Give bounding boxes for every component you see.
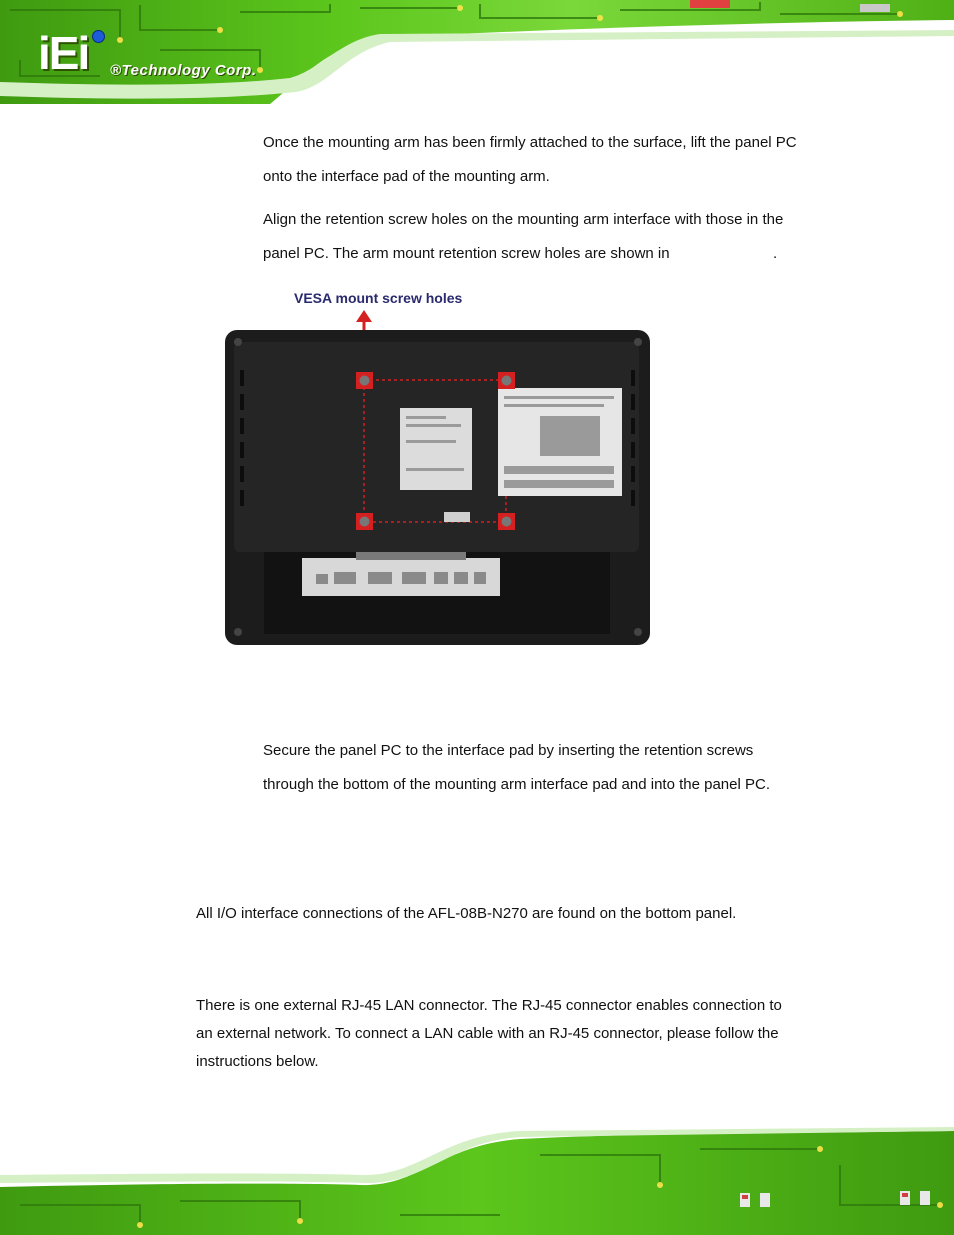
circuit-board-header-graphic [0,0,954,112]
product-label-sticker [400,408,472,490]
para-lift-panel-line2: onto the interface pad of the mounting arm. [263,168,550,185]
panel-pc-rear-image [220,290,660,650]
para-secure-panel-line2: through the bottom of the mounting arm interface pad and into the panel PC. [263,776,770,793]
para-align-holes-line1: Align the retention screw holes on the mounting arm interface with those in the [263,211,784,228]
logo-dot-icon [92,30,105,43]
io-connector-panel [302,558,500,596]
para-align-holes-end: . [773,245,778,262]
circuit-board-footer-graphic [0,1125,954,1235]
para-lan-line2: an external network. To connect a LAN cable with an RJ-45 connector, please follow the [196,1025,779,1042]
para-lan-line3: instructions below. [196,1053,319,1070]
para-io-connections: All I/O interface connections of the AFL-08B-N270 are found on the bottom panel. [196,905,737,922]
para-align-holes-line2: panel PC. The arm mount retention screw holes are shown in [263,245,670,262]
para-lift-panel-line1: Once the mounting arm has been firmly attached to the surface, lift the panel PC [263,134,797,151]
company-logo: iEi [38,27,89,79]
page-footer [0,1125,954,1235]
figure-callout-label: VESA mount screw holes [294,290,463,306]
para-lan-line1: There is one external RJ-45 LAN connector. The RJ-45 connector enables connection to [196,997,782,1014]
company-brand-name: ®Technology Corp. [110,62,257,79]
panel-pc-rear-figure [220,290,660,650]
para-secure-panel-line1: Secure the panel PC to the interface pad by inserting the retention screws [263,742,754,759]
page-header [0,0,954,112]
